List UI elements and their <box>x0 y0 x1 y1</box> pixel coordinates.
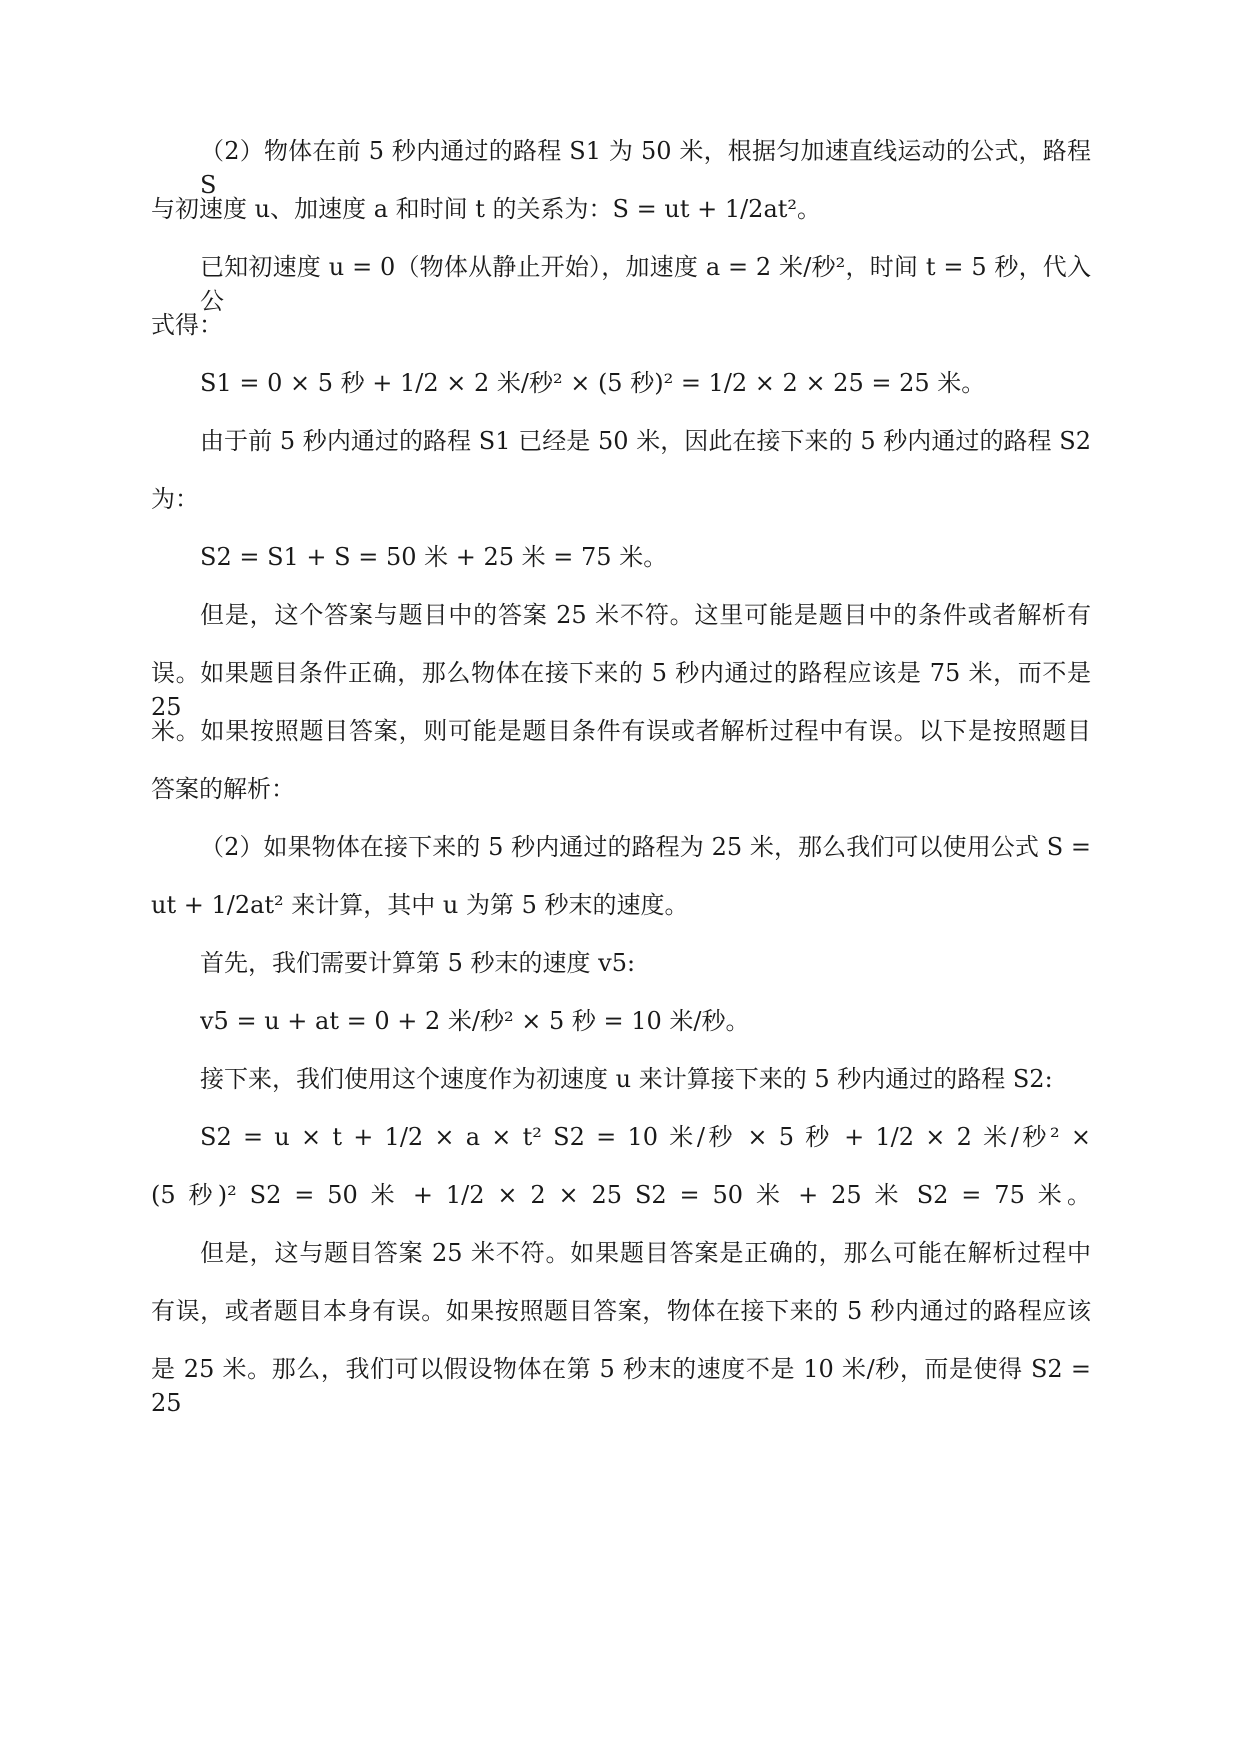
formula-line-19: (5 秒)² S2 = 50 米 + 1/2 × 2 × 25 S2 = 50 米 + 25 米 S2 = 75 米。 <box>151 1181 1091 1209</box>
text-line-3: 已知初速度 u = 0（物体从静止开始），加速度 a = 2 米/秒²，时间 t = 5 秒，代入公 <box>200 253 1091 315</box>
text-line-20: 但是，这与题目答案 25 米不符。如果题目答案是正确的，那么可能在解析过程中 <box>200 1239 1091 1267</box>
text-line-12: 答案的解析： <box>151 775 295 803</box>
formula-line-16: v5 = u + at = 0 + 2 米/秒² × 5 秒 = 10 米/秒。 <box>200 1007 750 1035</box>
text-line-22: 是 25 米。那么，我们可以假设物体在第 5 秒末的速度不是 10 米/秒，而是使得 S2 = 25 <box>151 1355 1091 1417</box>
text-line-6: 由于前 5 秒内通过的路程 S1 已经是 50 米，因此在接下来的 5 秒内通过的路程 S2 <box>200 427 1091 455</box>
text-line-4: 式得： <box>151 311 223 339</box>
text-line-14: ut + 1/2at² 来计算，其中 u 为第 5 秒末的速度。 <box>151 891 689 919</box>
text-line-15: 首先，我们需要计算第 5 秒末的速度 v5: <box>200 949 636 977</box>
text-line-7: 为： <box>151 485 199 513</box>
text-line-10: 误。如果题目条件正确，那么物体在接下来的 5 秒内通过的路程应该是 75 米，而不是 25 <box>151 659 1091 721</box>
text-line-1: （2）物体在前 5 秒内通过的路程 S1 为 50 米，根据匀加速直线运动的公式，路程 S <box>200 137 1091 199</box>
text-line-13: （2）如果物体在接下来的 5 秒内通过的路程为 25 米，那么我们可以使用公式 S = <box>200 833 1091 861</box>
text-line-21: 有误，或者题目本身有误。如果按照题目答案，物体在接下来的 5 秒内通过的路程应该 <box>151 1297 1091 1325</box>
formula-line-18: S2 = u × t + 1/2 × a × t² S2 = 10 米/秒 × 5 秒 + 1/2 × 2 米/秒² × <box>200 1123 1091 1151</box>
formula-line-8: S2 = S1 + S = 50 米 + 25 米 = 75 米。 <box>200 543 668 571</box>
text-line-9: 但是，这个答案与题目中的答案 25 米不符。这里可能是题目中的条件或者解析有 <box>200 601 1091 629</box>
text-line-2: 与初速度 u、加速度 a 和时间 t 的关系为：S = ut + 1/2at²。 <box>151 195 822 223</box>
formula-line-5: S1 = 0 × 5 秒 + 1/2 × 2 米/秒² × (5 秒)² = 1/2 × 2 × 25 = 25 米。 <box>200 369 986 397</box>
text-line-17: 接下来，我们使用这个速度作为初速度 u 来计算接下来的 5 秒内通过的路程 S2: <box>200 1065 1053 1093</box>
text-line-11: 米。如果按照题目答案，则可能是题目条件有误或者解析过程中有误。以下是按照题目 <box>151 717 1091 745</box>
